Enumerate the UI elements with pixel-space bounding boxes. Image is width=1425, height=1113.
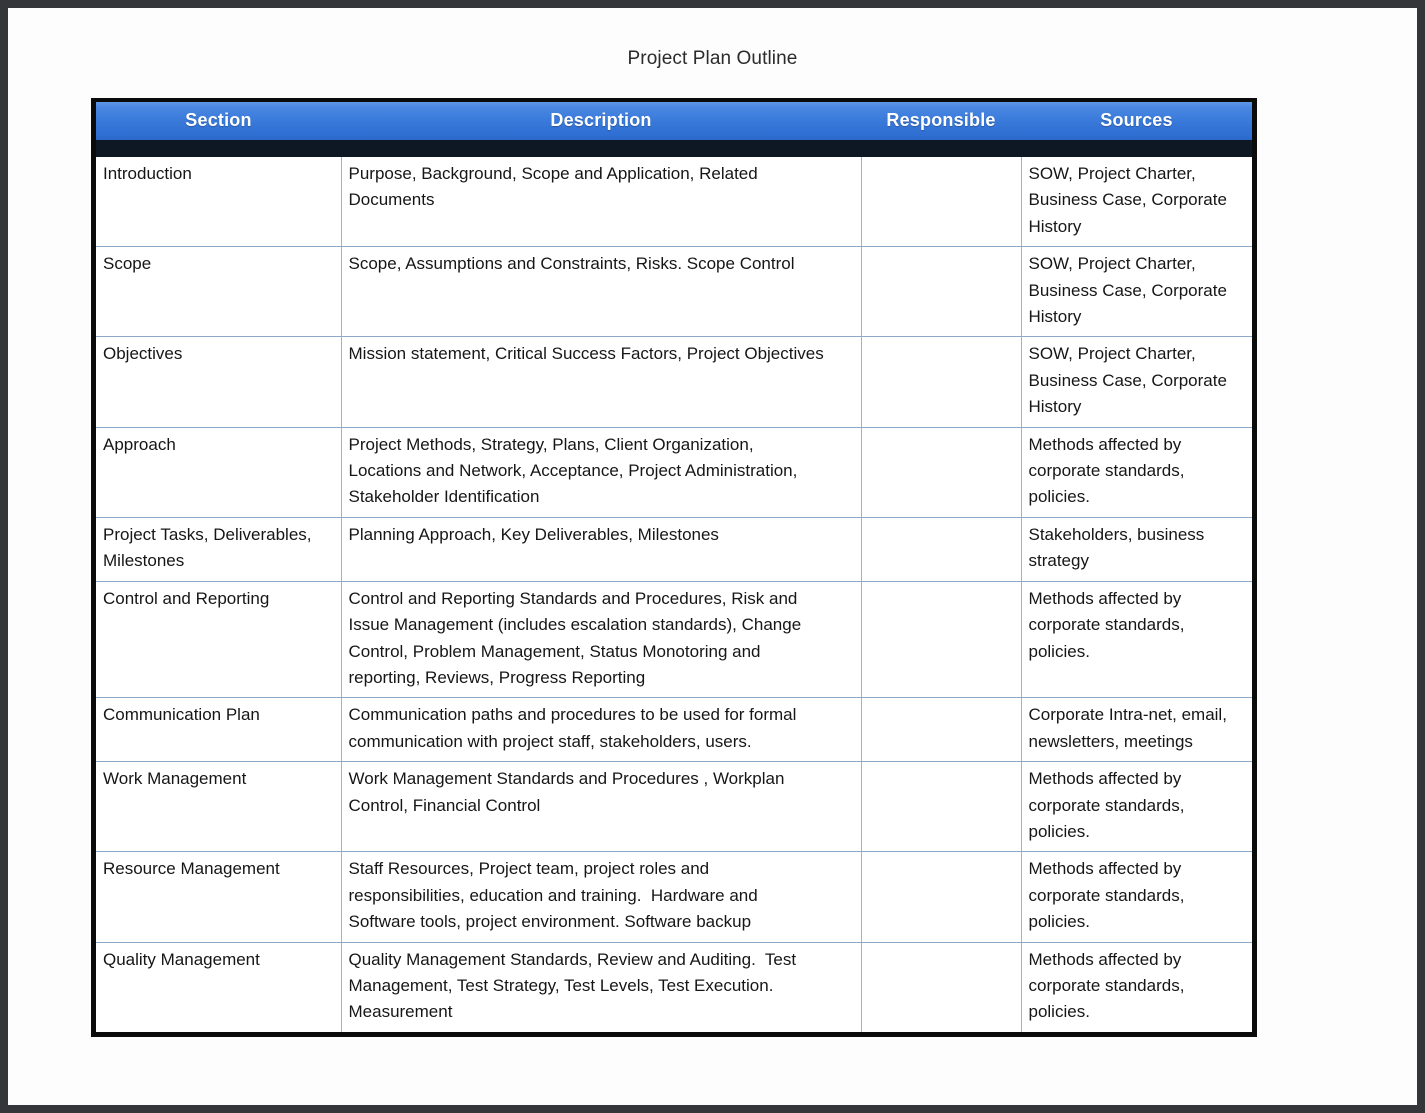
cell-sources: Methods affected by corporate standards, policies. [1021,427,1252,517]
table-row [96,157,1252,247]
cell-section: Control and Reporting [96,581,341,698]
cell-sources: Corporate Intra-net, email, newsletters, meetings [1021,698,1252,762]
table-row [96,698,1252,762]
table-header-shadow [96,140,1252,157]
table-row [96,427,1252,517]
column-header-sources[interactable]: Sources [1021,102,1252,140]
header-shadow-cell-4 [1021,140,1252,157]
cell-sources: SOW, Project Charter, Business Case, Corporate History [1021,337,1252,427]
cell-sources: Methods affected by corporate standards, policies. [1021,581,1252,698]
cell-sources: Stakeholders, business strategy [1021,517,1252,581]
cell-description: Scope, Assumptions and Constraints, Risks. Scope Control [341,247,861,337]
cell-responsible [861,247,1021,337]
cell-section: Work Management [96,762,341,852]
table-row [96,517,1252,581]
cell-section: Introduction [96,157,341,247]
cell-description: Control and Reporting Standards and Procedures, Risk and Issue Management (includes escalation standards), Change Control, Problem Management, Status Monotoring and reporting, Reviews, Progress Reporting [341,581,861,698]
project-plan-table [96,102,1252,1032]
document-page [8,8,1417,1105]
cell-section: Communication Plan [96,698,341,762]
cell-description: Quality Management Standards, Review and Auditing. Test Management, Test Strategy, Test Levels, Test Execution. Measurement [341,942,861,1032]
cell-description: Work Management Standards and Procedures , Workplan Control, Financial Control [341,762,861,852]
cell-description: Planning Approach, Key Deliverables, Milestones [341,517,861,581]
cell-responsible [861,581,1021,698]
header-shadow-cell-3 [861,140,1021,157]
cell-description: Mission statement, Critical Success Factors, Project Objectives [341,337,861,427]
header-shadow-row [96,140,1252,157]
page-title: Project Plan Outline [627,48,798,69]
cell-responsible [861,427,1021,517]
table-row [96,762,1252,852]
cell-responsible [861,157,1021,247]
cell-section: Quality Management [96,942,341,1032]
cell-sources: Methods affected by corporate standards, policies. [1021,942,1252,1032]
cell-responsible [861,852,1021,942]
table-row [96,581,1252,698]
table-header-row [96,102,1252,140]
cell-sources: Methods affected by corporate standards, policies. [1021,762,1252,852]
cell-responsible [861,517,1021,581]
cell-responsible [861,762,1021,852]
cell-responsible [861,698,1021,762]
table-row [96,247,1252,337]
cell-sources: SOW, Project Charter, Business Case, Corporate History [1021,247,1252,337]
cell-responsible [861,337,1021,427]
column-header-responsible[interactable]: Responsible [861,102,1021,140]
cell-section: Scope [96,247,341,337]
cell-description: Communication paths and procedures to be used for formal communication with project staff, stakeholders, users. [341,698,861,762]
table-row [96,337,1252,427]
cell-description: Purpose, Background, Scope and Application, Related Documents [341,157,861,247]
column-header-description[interactable]: Description [341,102,861,140]
table-body [96,157,1252,1032]
cell-description: Project Methods, Strategy, Plans, Client Organization, Locations and Network, Acceptance, Project Administration, Stakeholder Identification [341,427,861,517]
cell-responsible [861,942,1021,1032]
project-plan-table-container [91,98,1257,1037]
header-shadow-cell-2 [341,140,861,157]
cell-sources: Methods affected by corporate standards, policies. [1021,852,1252,942]
table-row [96,942,1252,1032]
cell-section: Project Tasks, Deliverables, Milestones [96,517,341,581]
cell-section: Resource Management [96,852,341,942]
cell-section: Objectives [96,337,341,427]
cell-description: Staff Resources, Project team, project roles and responsibilities, education and training. Hardware and Software tools, project environment. Software backup [341,852,861,942]
header-shadow-cell-1 [96,140,341,157]
column-header-section[interactable]: Section [96,102,341,140]
table-row [96,852,1252,942]
cell-section: Approach [96,427,341,517]
table-header [96,102,1252,140]
cell-sources: SOW, Project Charter, Business Case, Corporate History [1021,157,1252,247]
